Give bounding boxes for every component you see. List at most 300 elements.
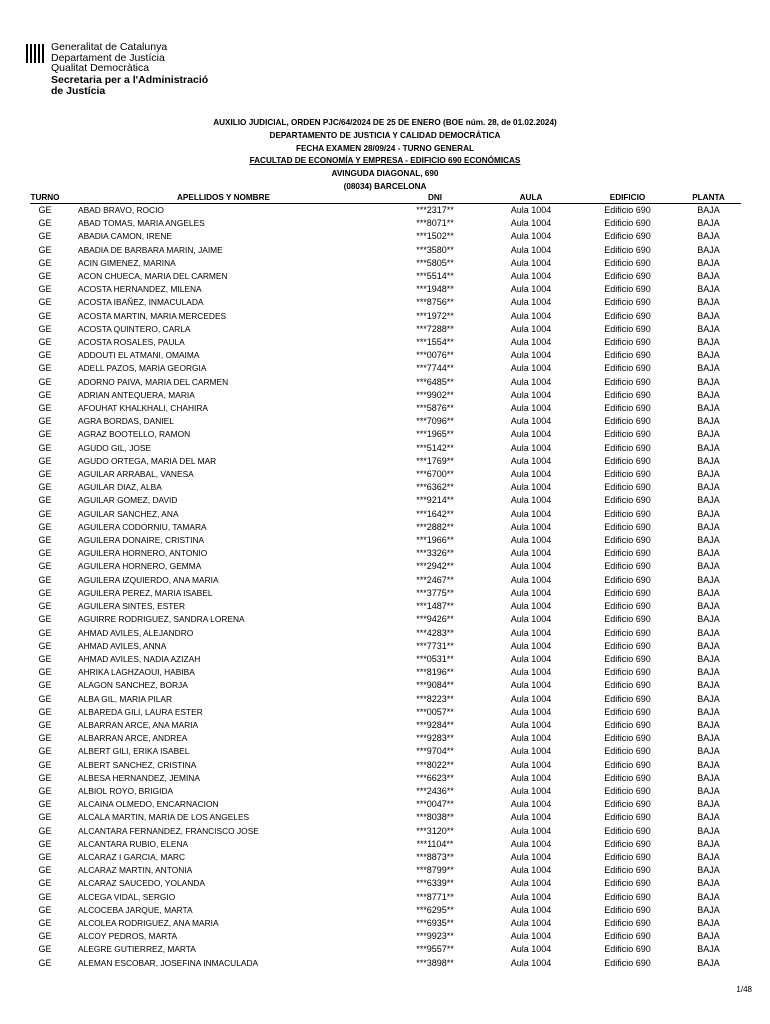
planta-cell: BAJA (697, 521, 720, 532)
dni-cell: ***2317** (416, 205, 454, 215)
dni-cell: ***9214** (416, 495, 454, 506)
turno-cell: GE (38, 614, 52, 625)
aula-cell: Aula 1004 (510, 495, 552, 506)
planta-cell: BAJA (697, 297, 720, 308)
name-cell: AGUILERA HORNERO, GEMMA (78, 561, 202, 572)
edificio-cell: Edificio 690 (604, 310, 651, 321)
name-cell: AGUILERA CODORNIU, TAMARA (78, 521, 207, 532)
edificio-cell: Edificio 690 (604, 627, 651, 638)
name-cell: ALCEGA VIDAL, SERGIO (78, 891, 176, 902)
edificio-cell: Edificio 690 (604, 521, 651, 532)
edificio-cell: Edificio 690 (604, 719, 651, 730)
name-cell: ALBIOL ROYO, BRIGIDA (78, 785, 174, 796)
edificio-cell: Edificio 690 (604, 838, 651, 849)
table-row (30, 481, 741, 494)
turno-cell: GE (38, 640, 52, 651)
turno-cell: GE (38, 587, 52, 598)
planta-cell: BAJA (697, 878, 720, 889)
edificio-cell: Edificio 690 (604, 495, 651, 506)
aula-cell: Aula 1004 (510, 680, 552, 691)
planta-cell: BAJA (697, 284, 720, 295)
planta-cell: BAJA (697, 574, 720, 585)
table-row (30, 468, 741, 481)
table-row (30, 547, 741, 560)
dni-cell: ***6623** (416, 772, 454, 783)
turno-cell: GE (38, 455, 52, 466)
planta-cell: BAJA (697, 257, 720, 268)
edificio-cell: Edificio 690 (604, 706, 651, 717)
name-cell: ACIN GIMENEZ, MARINA (78, 257, 176, 268)
column-header-aula: AULA (483, 192, 579, 204)
dni-cell: ***3120** (416, 825, 454, 836)
dni-cell: ***8196** (416, 667, 454, 678)
dni-cell: ***9557** (416, 944, 454, 955)
table-row (30, 534, 741, 547)
aula-cell: Aula 1004 (510, 614, 552, 625)
edificio-cell: Edificio 690 (604, 323, 651, 334)
table-row (30, 719, 741, 732)
name-cell: AGUDO GIL, JOSE (78, 442, 152, 453)
dni-cell: ***1554** (416, 337, 454, 348)
turno-cell: GE (38, 205, 52, 215)
name-cell: AGUILAR GOMEZ, DAVID (78, 495, 178, 506)
aula-cell: Aula 1004 (510, 297, 552, 308)
edificio-cell: Edificio 690 (604, 851, 651, 862)
planta-cell: BAJA (697, 350, 720, 361)
dni-cell: ***9902** (416, 389, 454, 400)
table-row (30, 917, 741, 930)
name-cell: AHMAD AVILES, NADIA AZIZAH (78, 653, 201, 664)
table-row (30, 376, 741, 389)
turno-cell: GE (38, 271, 52, 282)
name-cell: ABADIA DE BARBARA MARIN, JAIME (78, 244, 223, 255)
dni-cell: ***0076** (416, 350, 454, 361)
aula-cell: Aula 1004 (510, 205, 552, 215)
name-cell: AHMAD AVILES, ANNA (78, 640, 167, 651)
edificio-cell: Edificio 690 (604, 680, 651, 691)
dni-cell: ***2942** (416, 561, 454, 572)
planta-cell: BAJA (697, 416, 720, 427)
edificio-cell: Edificio 690 (604, 218, 651, 229)
edificio-cell: Edificio 690 (604, 284, 651, 295)
turno-cell: GE (38, 310, 52, 321)
dni-cell: ***3898** (416, 957, 454, 968)
edificio-cell: Edificio 690 (604, 416, 651, 427)
turno-cell: GE (38, 653, 52, 664)
dni-cell: ***7744** (416, 363, 454, 374)
name-cell: AGRAZ BOOTELLO, RAMON (78, 429, 191, 440)
logo-line-justicia: de Justícia (51, 85, 106, 97)
aula-cell: Aula 1004 (510, 535, 552, 546)
turno-cell: GE (38, 429, 52, 440)
name-cell: AGUILERA HORNERO, ANTONIO (78, 548, 208, 559)
name-cell: ABADIA CAMON, IRENE (78, 231, 173, 242)
table-row (30, 706, 741, 719)
edificio-cell: Edificio 690 (604, 231, 651, 242)
planta-cell: BAJA (697, 429, 720, 440)
turno-cell: GE (38, 244, 52, 255)
turno-cell: GE (38, 495, 52, 506)
dni-cell: ***9084** (416, 680, 454, 691)
table-row (30, 230, 741, 243)
aula-cell: Aula 1004 (510, 627, 552, 638)
planta-cell: BAJA (697, 455, 720, 466)
edificio-cell: Edificio 690 (604, 772, 651, 783)
aula-cell: Aula 1004 (510, 389, 552, 400)
planta-cell: BAJA (697, 653, 720, 664)
dni-cell: ***1769** (416, 455, 454, 466)
turno-cell: GE (38, 865, 52, 876)
dni-cell: ***3580** (416, 244, 454, 255)
planta-cell: BAJA (697, 891, 720, 902)
planta-cell: BAJA (697, 601, 720, 612)
name-cell: AGUILAR DIAZ, ALBA (78, 482, 162, 493)
turno-cell: GE (38, 944, 52, 955)
logo-line-secretaria: Secretaria per a l'Administració (51, 74, 209, 86)
name-cell: AGUDO ORTEGA, MARIA DEL MAR (78, 455, 217, 466)
aula-cell: Aula 1004 (510, 772, 552, 783)
name-cell: ALBARRAN ARCE, ANA MARIA (78, 719, 199, 730)
turno-cell: GE (38, 627, 52, 638)
name-cell: ALAGON SANCHEZ, BORJA (78, 680, 188, 691)
aula-cell: Aula 1004 (510, 416, 552, 427)
name-cell: ADDOUTI EL ATMANI, OMAIMA (78, 350, 200, 361)
edificio-cell: Edificio 690 (604, 865, 651, 876)
table-row (30, 283, 741, 296)
aula-cell: Aula 1004 (510, 350, 552, 361)
aula-cell: Aula 1004 (510, 442, 552, 453)
edificio-cell: Edificio 690 (604, 904, 651, 915)
aula-cell: Aula 1004 (510, 561, 552, 572)
table-row (30, 508, 741, 521)
planta-cell: BAJA (697, 244, 720, 255)
planta-cell: BAJA (697, 680, 720, 691)
planta-cell: BAJA (697, 271, 720, 282)
aula-cell: Aula 1004 (510, 218, 552, 229)
planta-cell: BAJA (697, 482, 720, 493)
name-cell: ALEGRE GUTIERREZ, MARTA (78, 944, 196, 955)
edificio-cell: Edificio 690 (604, 535, 651, 546)
turno-cell: GE (38, 680, 52, 691)
edificio-cell: Edificio 690 (604, 271, 651, 282)
edificio-cell: Edificio 690 (604, 785, 651, 796)
turno-cell: GE (38, 719, 52, 730)
edificio-cell: Edificio 690 (604, 574, 651, 585)
table-row (30, 613, 741, 626)
planta-cell: BAJA (697, 825, 720, 836)
edificio-cell: Edificio 690 (604, 376, 651, 387)
dni-cell: ***0047** (416, 799, 454, 810)
logo-line-department: Departament de Justícia (51, 51, 165, 64)
aula-cell: Aula 1004 (510, 231, 552, 242)
dni-cell: ***7288** (416, 323, 454, 334)
planta-cell: BAJA (697, 469, 720, 480)
planta-cell: BAJA (697, 812, 720, 823)
dni-cell: ***6700** (416, 469, 454, 480)
logo-line-area: Qualitat Democràtica (51, 62, 150, 74)
document-header (30, 117, 740, 194)
edificio-cell: Edificio 690 (604, 205, 651, 215)
table-row (30, 323, 741, 336)
aula-cell: Aula 1004 (510, 719, 552, 730)
planta-cell: BAJA (697, 904, 720, 915)
planta-cell: BAJA (697, 535, 720, 546)
planta-cell: BAJA (697, 310, 720, 321)
turno-cell: GE (38, 363, 52, 374)
turno-cell: GE (38, 284, 52, 295)
turno-cell: GE (38, 601, 52, 612)
aula-cell: Aula 1004 (510, 508, 552, 519)
table-row (30, 732, 741, 745)
planta-cell: BAJA (697, 944, 720, 955)
edificio-cell: Edificio 690 (604, 944, 651, 955)
turno-cell: GE (38, 931, 52, 942)
table-row (30, 693, 741, 706)
aula-cell: Aula 1004 (510, 931, 552, 942)
table-row (30, 389, 741, 402)
turno-cell: GE (38, 350, 52, 361)
dni-cell: ***8771** (416, 891, 454, 902)
aula-cell: Aula 1004 (510, 244, 552, 255)
dni-cell: ***5142** (416, 442, 454, 453)
aula-cell: Aula 1004 (510, 403, 552, 414)
edificio-cell: Edificio 690 (604, 812, 651, 823)
aula-cell: Aula 1004 (510, 917, 552, 928)
aula-cell: Aula 1004 (510, 482, 552, 493)
aula-cell: Aula 1004 (510, 323, 552, 334)
aula-cell: Aula 1004 (510, 521, 552, 532)
name-cell: ACOSTA MARTIN, MARIA MERCEDES (78, 310, 227, 321)
table-row (30, 574, 741, 587)
aula-cell: Aula 1004 (510, 640, 552, 651)
aula-cell: Aula 1004 (510, 653, 552, 664)
name-cell: ADORNO PAIVA, MARIA DEL CARMEN (78, 376, 229, 387)
table-row (30, 943, 741, 956)
dni-cell: ***9923** (416, 931, 454, 942)
dni-cell: ***6485** (416, 376, 454, 387)
edificio-cell: Edificio 690 (604, 891, 651, 902)
turno-cell: GE (38, 759, 52, 770)
turno-cell: GE (38, 812, 52, 823)
name-cell: AGUIRRE RODRIGUEZ, SANDRA LORENA (78, 614, 245, 625)
name-cell: AGUILAR ARRABAL, VANESA (78, 469, 194, 480)
table-row (30, 270, 741, 283)
planta-cell: BAJA (697, 667, 720, 678)
name-cell: ALCARAZ SAUCEDO, YOLANDA (78, 878, 205, 889)
turno-cell: GE (38, 917, 52, 928)
edificio-cell: Edificio 690 (604, 693, 651, 704)
dni-cell: ***9426** (416, 614, 454, 625)
logo-line-institution: Generalitat de Catalunya (51, 41, 168, 53)
name-cell: AGUILERA IZQUIERDO, ANA MARIA (78, 574, 219, 585)
edificio-cell: Edificio 690 (604, 297, 651, 308)
generalitat-logo (26, 41, 256, 97)
dni-cell: ***6935** (416, 917, 454, 928)
table-row (30, 864, 741, 877)
dni-cell: ***2882** (416, 521, 454, 532)
aula-cell: Aula 1004 (510, 363, 552, 374)
aula-cell: Aula 1004 (510, 469, 552, 480)
planta-cell: BAJA (697, 746, 720, 757)
turno-cell: GE (38, 706, 52, 717)
name-cell: ALCANTARA RUBIO, ELENA (78, 838, 189, 849)
generalitat-emblem-icon (26, 44, 46, 64)
aula-cell: Aula 1004 (510, 693, 552, 704)
aula-cell: Aula 1004 (510, 812, 552, 823)
edificio-cell: Edificio 690 (604, 482, 651, 493)
aula-cell: Aula 1004 (510, 429, 552, 440)
table-row (30, 904, 741, 917)
turno-cell: GE (38, 535, 52, 546)
turno-cell: GE (38, 799, 52, 810)
table-body (30, 204, 741, 970)
aula-cell: Aula 1004 (510, 785, 552, 796)
table-row (30, 653, 741, 666)
name-cell: ALCOLEA RODRIGUEZ, ANA MARIA (78, 917, 219, 928)
dni-cell: ***0057** (416, 706, 454, 717)
dni-cell: ***7731** (416, 640, 454, 651)
edificio-cell: Edificio 690 (604, 244, 651, 255)
column-header-planta: PLANTA (676, 192, 741, 204)
dni-cell: ***1948** (416, 284, 454, 295)
turno-cell: GE (38, 785, 52, 796)
edificio-cell: Edificio 690 (604, 931, 651, 942)
name-cell: ALCALA MARTIN, MARIA DE LOS ANGELES (78, 812, 250, 823)
table-row (30, 811, 741, 824)
edificio-cell: Edificio 690 (604, 733, 651, 744)
name-cell: AGUILERA PEREZ, MARIA ISABEL (78, 587, 213, 598)
aula-cell: Aula 1004 (510, 574, 552, 585)
aula-cell: Aula 1004 (510, 548, 552, 559)
aula-cell: Aula 1004 (510, 878, 552, 889)
turno-cell: GE (38, 838, 52, 849)
edificio-cell: Edificio 690 (604, 653, 651, 664)
table-row (30, 560, 741, 573)
column-header-turno: TURNO (30, 193, 60, 202)
name-cell: AGUILAR SANCHEZ, ANA (78, 508, 179, 519)
planta-cell: BAJA (697, 337, 720, 348)
planta-cell: BAJA (697, 442, 720, 453)
dni-cell: ***2467** (416, 574, 454, 585)
turno-cell: GE (38, 416, 52, 427)
planta-cell: BAJA (697, 218, 720, 229)
table-row (30, 600, 741, 613)
planta-cell: BAJA (697, 508, 720, 519)
edificio-cell: Edificio 690 (604, 587, 651, 598)
aula-cell: Aula 1004 (510, 733, 552, 744)
edificio-cell: Edificio 690 (604, 825, 651, 836)
turno-cell: GE (38, 389, 52, 400)
dni-cell: ***8071** (416, 218, 454, 229)
header-venue: FACULTAD DE ECONOMÍA Y EMPRESA - EDIFICIO 690 ECONÓMICAS (249, 156, 521, 166)
name-cell: ABAD BRAVO, ROCIO (78, 205, 164, 215)
edificio-cell: Edificio 690 (604, 257, 651, 268)
edificio-cell: Edificio 690 (604, 508, 651, 519)
name-cell: ALBAREDA GILI, LAURA ESTER (78, 706, 203, 717)
edificio-cell: Edificio 690 (604, 799, 651, 810)
name-cell: ALBERT GILI, ERIKA ISABEL (78, 746, 190, 757)
edificio-cell: Edificio 690 (604, 878, 651, 889)
aula-cell: Aula 1004 (510, 337, 552, 348)
edificio-cell: Edificio 690 (604, 614, 651, 625)
dni-cell: ***0531** (416, 653, 454, 664)
turno-cell: GE (38, 482, 52, 493)
dni-cell: ***3775** (416, 587, 454, 598)
name-cell: ALCAINA OLMEDO, ENCARNACION (78, 799, 219, 810)
edificio-cell: Edificio 690 (604, 389, 651, 400)
planta-cell: BAJA (697, 389, 720, 400)
table-row (30, 759, 741, 772)
name-cell: ALCARAZ MARTIN, ANTONIA (78, 865, 193, 876)
name-cell: ABAD TOMAS, MARIA ANGELES (78, 218, 205, 229)
aula-cell: Aula 1004 (510, 667, 552, 678)
column-header-edificio: EDIFICIO (579, 192, 676, 204)
dni-cell: ***8799** (416, 865, 454, 876)
edificio-cell: Edificio 690 (604, 759, 651, 770)
table-row (30, 957, 741, 970)
table-row (30, 204, 741, 218)
table-row (30, 930, 741, 943)
turno-cell: GE (38, 693, 52, 704)
name-cell: ALCOCEBA JARQUE, MARTA (78, 904, 193, 915)
turno-cell: GE (38, 733, 52, 744)
planta-cell: BAJA (697, 205, 720, 215)
edificio-cell: Edificio 690 (604, 337, 651, 348)
name-cell: AGUILERA DONAIRE, CRISTINA (78, 535, 205, 546)
planta-cell: BAJA (697, 733, 720, 744)
planta-cell: BAJA (697, 785, 720, 796)
name-cell: ACON CHUECA, MARIA DEL CARMEN (78, 271, 228, 282)
dni-cell: ***4283** (416, 627, 454, 638)
turno-cell: GE (38, 878, 52, 889)
turno-cell: GE (38, 442, 52, 453)
edificio-cell: Edificio 690 (604, 469, 651, 480)
turno-cell: GE (38, 891, 52, 902)
planta-cell: BAJA (697, 561, 720, 572)
planta-cell: BAJA (697, 587, 720, 598)
header-exam-date: FECHA EXAMEN 28/09/24 - TURNO GENERAL (295, 143, 475, 153)
aula-cell: Aula 1004 (510, 838, 552, 849)
turno-cell: GE (38, 218, 52, 229)
edificio-cell: Edificio 690 (604, 917, 651, 928)
turno-cell: GE (38, 231, 52, 242)
table-row (30, 798, 741, 811)
planta-cell: BAJA (697, 865, 720, 876)
table-row (30, 679, 741, 692)
table-row (30, 336, 741, 349)
name-cell: ALBERT SANCHEZ, CRISTINA (78, 759, 197, 770)
table-row (30, 877, 741, 890)
table-row (30, 402, 741, 415)
name-cell: ALBESA HERNANDEZ, JEMINA (78, 772, 200, 783)
turno-cell: GE (38, 851, 52, 862)
planta-cell: BAJA (697, 614, 720, 625)
turno-cell: GE (38, 772, 52, 783)
planta-cell: BAJA (697, 799, 720, 810)
table-row (30, 349, 741, 362)
table-row (30, 494, 741, 507)
dni-cell: ***9284** (416, 719, 454, 730)
column-header-name: APELLIDOS Y NOMBRE (60, 192, 387, 204)
column-header-dni: DNI (387, 192, 483, 204)
header-address: AVINGUDA DIAGONAL, 690 (331, 169, 439, 179)
edificio-cell: Edificio 690 (604, 601, 651, 612)
aula-cell: Aula 1004 (510, 944, 552, 955)
name-cell: ADELL PAZOS, MARIA GEORGIA (78, 363, 207, 374)
aula-cell: Aula 1004 (510, 759, 552, 770)
planta-cell: BAJA (697, 693, 720, 704)
edificio-cell: Edificio 690 (604, 640, 651, 651)
